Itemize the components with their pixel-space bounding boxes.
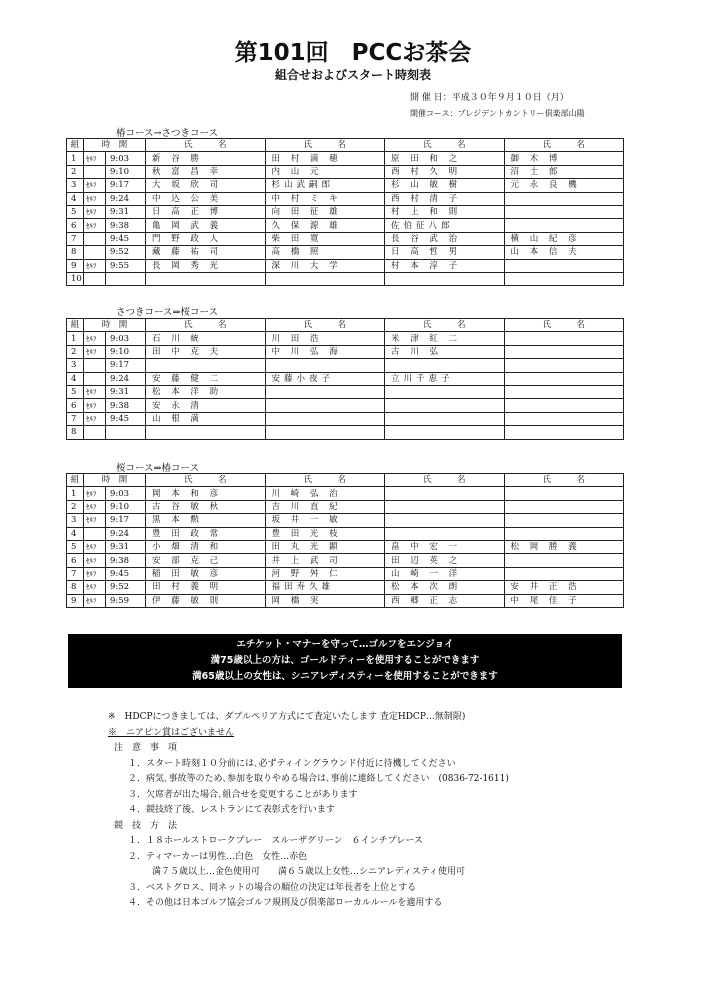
player-name: 豊 田 政 常 <box>146 527 266 540</box>
start-time: 9:55 <box>106 259 146 272</box>
player-name: 小 畑 清 和 <box>146 540 266 553</box>
pairing-table-2 <box>66 318 624 440</box>
start-time: 9:31 <box>106 540 146 553</box>
player-name: 山 本 信 夫 <box>504 246 624 259</box>
player-name: 岡 本 和 彦 <box>146 487 266 500</box>
table-row <box>67 272 624 285</box>
player-name: 古 川 弘 <box>385 345 505 358</box>
table-row <box>67 192 624 205</box>
group-number: 3 <box>67 514 84 527</box>
group-number: 2 <box>67 345 84 358</box>
start-time: 9:10 <box>106 500 146 513</box>
player-name: 御 木 博 <box>504 152 624 165</box>
player-name <box>504 372 624 385</box>
player-name: 深 川 大 学 <box>265 259 385 272</box>
banner-line-senior-ladies-tee: 満65歳以上の女性は、シニアレディスティーを使用することができます <box>192 671 498 682</box>
player-name: 杉 山 敏 樹 <box>385 179 505 192</box>
player-name: 黒 本 勲 <box>146 514 266 527</box>
method-item: ４．その他は日本ゴルフ協会ゴルフ規則及び倶楽部ローカルルールを適用する <box>128 898 443 908</box>
player-name: 日 高 哲 男 <box>385 246 505 259</box>
table-row <box>67 152 624 165</box>
course-label-3: 桜コース⇒椿コース <box>116 463 200 474</box>
group-number: 9 <box>67 594 84 607</box>
group-number: 1 <box>67 152 84 165</box>
player-name <box>146 426 266 439</box>
player-name: 畠 中 宏 一 <box>385 540 505 553</box>
self-play-mark: ｾﾙﾌ <box>84 385 106 398</box>
start-time: 9:24 <box>106 527 146 540</box>
name-header: 氏 名 <box>265 474 385 487</box>
player-name <box>504 567 624 580</box>
player-name <box>265 399 385 412</box>
player-name <box>504 332 624 345</box>
caution-item: ２．病気､事故等のため､参加を取りやめる場合は､事前に連絡してください (0836-72-1611) <box>128 774 509 784</box>
player-name <box>385 527 505 540</box>
group-header: 組 <box>67 474 84 487</box>
player-name: 川 田 浩 <box>265 332 385 345</box>
player-name: 豊 田 光 枝 <box>265 527 385 540</box>
name-header: 氏 名 <box>504 319 624 332</box>
player-name: 杉山武嗣郎 <box>265 179 385 192</box>
table-row <box>67 567 624 580</box>
table-row <box>67 372 624 385</box>
player-name <box>504 514 624 527</box>
player-name: 立川千恵子 <box>385 372 505 385</box>
player-name <box>504 399 624 412</box>
start-time: 9:24 <box>106 372 146 385</box>
self-play-mark <box>84 165 106 178</box>
name-header: 氏 名 <box>146 474 266 487</box>
player-name: 佐伯征八郎 <box>385 219 505 232</box>
table-header-row <box>67 139 624 152</box>
page-subtitle: 組合せおよびスタート時刻表 <box>274 68 431 82</box>
player-name: 村 上 和 則 <box>385 205 505 218</box>
player-name: 日 高 正 博 <box>146 205 266 218</box>
player-name: 川 崎 弘 治 <box>265 487 385 500</box>
self-play-mark: ｾﾙﾌ <box>84 259 106 272</box>
method-item: １．１８ホールストロークプレー スルーザグリーン ６インチプレース <box>128 836 423 846</box>
event-date: 開 催 日：平成３０年９月１０日（月） <box>410 93 569 103</box>
player-name <box>385 385 505 398</box>
player-name: 新 谷 勝 <box>146 152 266 165</box>
player-name <box>385 514 505 527</box>
banner-line-gold-tee: 満75歳以上の方は、ゴールドティーを使用することができます <box>210 655 480 666</box>
group-number: 6 <box>67 554 84 567</box>
player-name: 安 永 清 <box>146 399 266 412</box>
group-number: 4 <box>67 372 84 385</box>
group-number: 2 <box>67 500 84 513</box>
player-name <box>504 412 624 425</box>
page-title: 第101回 PCCお茶会 <box>234 40 472 66</box>
player-name: 中 込 公 美 <box>146 192 266 205</box>
player-name <box>265 359 385 372</box>
group-number: 9 <box>67 259 84 272</box>
caution-item: ４．競技終了後、レストランにて表彰式を行います <box>128 805 335 815</box>
start-time: 9:52 <box>106 581 146 594</box>
player-name: 横 山 紀 彦 <box>504 232 624 245</box>
self-play-mark: ｾﾙﾌ <box>84 399 106 412</box>
self-play-mark: ｾﾙﾌ <box>84 487 106 500</box>
player-name: 中 川 弘 海 <box>265 345 385 358</box>
player-name <box>265 426 385 439</box>
player-name: 田 辺 英 之 <box>385 554 505 567</box>
player-name: 石 川 統 <box>146 332 266 345</box>
self-play-mark <box>84 372 106 385</box>
table-row <box>67 232 624 245</box>
player-name: 高 橋 照 <box>265 246 385 259</box>
event-venue: 開催コース：プレジデントカントリー倶楽部山陽 <box>410 109 585 118</box>
hdcp-note: ※ HDCPにつきましては、ダブルペリア方式にて査定いたします 査定HDCP…無制限) <box>108 712 466 722</box>
group-number: 1 <box>67 332 84 345</box>
table-row <box>67 581 624 594</box>
player-name: 中 尾 佳 子 <box>504 594 624 607</box>
player-name: 吉 川 直 紀 <box>265 500 385 513</box>
table-row <box>67 359 624 372</box>
group-number: 8 <box>67 426 84 439</box>
player-name: 元 永 良 機 <box>504 179 624 192</box>
nearpin-note: ※ ニアピン賞はございません <box>108 727 235 738</box>
self-play-mark: ｾﾙﾌ <box>84 345 106 358</box>
start-time: 9:17 <box>106 514 146 527</box>
player-name: 原 田 和 之 <box>385 152 505 165</box>
player-name <box>504 345 624 358</box>
self-play-mark: ｾﾙﾌ <box>84 219 106 232</box>
start-time: 9:03 <box>106 487 146 500</box>
course-label-2: さつきコース⇒桜コース <box>116 307 219 318</box>
course-label-1: 椿コース→さつきコース <box>116 128 219 139</box>
start-time: 9:10 <box>106 165 146 178</box>
player-name: 安 井 正 浩 <box>504 581 624 594</box>
player-name: 安藤小夜子 <box>265 372 385 385</box>
player-name: 藏 藤 祐 司 <box>146 246 266 259</box>
player-name <box>385 399 505 412</box>
player-name: 久 保 源 雄 <box>265 219 385 232</box>
banner-line-etiquette: エチケット・マナーを守って…ゴルフをエンジョイ <box>236 639 454 650</box>
player-name <box>504 205 624 218</box>
caution-item: ３．欠席者が出た場合､組合せを変更することがあります <box>128 789 358 800</box>
time-header: 時 開 <box>84 474 146 487</box>
group-number: 5 <box>67 540 84 553</box>
player-name: 門 野 政 人 <box>146 232 266 245</box>
player-name: 亀 岡 武 義 <box>146 219 266 232</box>
name-header: 氏 名 <box>504 139 624 152</box>
start-time: 9:03 <box>106 152 146 165</box>
start-time: 9:45 <box>106 412 146 425</box>
table-row <box>67 594 624 607</box>
group-number: 8 <box>67 246 84 259</box>
table-header-row <box>67 319 624 332</box>
group-number: 7 <box>67 412 84 425</box>
table-row <box>67 554 624 567</box>
table-row <box>67 205 624 218</box>
player-name <box>504 426 624 439</box>
start-time: 9:38 <box>106 399 146 412</box>
player-name <box>504 359 624 372</box>
start-time: 9:24 <box>106 192 146 205</box>
group-number: 6 <box>67 219 84 232</box>
table-row <box>67 426 624 439</box>
player-name: 柴 田 寛 <box>265 232 385 245</box>
player-name <box>385 412 505 425</box>
player-name: 中 村 ミ キ <box>265 192 385 205</box>
self-play-mark <box>84 426 106 439</box>
player-name: 坂 井 一 敏 <box>265 514 385 527</box>
table-row <box>67 179 624 192</box>
method-item: ２．ティマーカーは男性…白色 女性…赤色 <box>128 851 308 862</box>
table-header-row <box>67 474 624 487</box>
notice-banner <box>68 634 622 688</box>
notes-section <box>108 710 509 912</box>
start-time: 9:17 <box>106 179 146 192</box>
caution-item: １．スタート時刻１０分前には､必ずティイングラウンド付近に待機してください <box>128 758 456 769</box>
name-header: 氏 名 <box>146 319 266 332</box>
start-time: 9:17 <box>106 359 146 372</box>
group-number: 10 <box>67 272 84 285</box>
start-time: 9:45 <box>106 232 146 245</box>
player-name: 田 丸 光 顕 <box>265 540 385 553</box>
player-name: 松 本 洋 助 <box>146 385 266 398</box>
self-play-mark: ｾﾙﾌ <box>84 332 106 345</box>
player-name <box>504 192 624 205</box>
player-name: 大 坂 欣 司 <box>146 179 266 192</box>
start-time: 9:52 <box>106 246 146 259</box>
player-name <box>504 527 624 540</box>
group-number: 6 <box>67 399 84 412</box>
table-row <box>67 487 624 500</box>
player-name <box>265 272 385 285</box>
group-number: 1 <box>67 487 84 500</box>
player-name: 山 崎 一 洋 <box>385 567 505 580</box>
player-name: 西 村 久 明 <box>385 165 505 178</box>
group-number: 7 <box>67 232 84 245</box>
start-time: 9:45 <box>106 567 146 580</box>
table-row <box>67 527 624 540</box>
name-header: 氏 名 <box>504 474 624 487</box>
name-header: 氏 名 <box>265 139 385 152</box>
self-play-mark: ｾﾙﾌ <box>84 581 106 594</box>
player-name: 稲 田 敏 彦 <box>146 567 266 580</box>
name-header: 氏 名 <box>146 139 266 152</box>
self-play-mark: ｾﾙﾌ <box>84 205 106 218</box>
player-name: 秋 富 昌 幸 <box>146 165 266 178</box>
player-name <box>504 487 624 500</box>
player-name: 田 村 満 穂 <box>265 152 385 165</box>
group-number: 5 <box>67 205 84 218</box>
player-name: 村 本 淳 子 <box>385 259 505 272</box>
method-item: 満７５歳以上…金色使用可 満６５歳以上女性…シニアレディスティ使用可 <box>152 867 466 877</box>
self-play-mark <box>84 246 106 259</box>
player-name <box>385 500 505 513</box>
self-play-mark: ｾﾙﾌ <box>84 540 106 553</box>
self-play-mark: ｾﾙﾌ <box>84 412 106 425</box>
self-play-mark: ｾﾙﾌ <box>84 554 106 567</box>
player-name: 内 山 元 <box>265 165 385 178</box>
self-play-mark <box>84 232 106 245</box>
group-number: 2 <box>67 165 84 178</box>
self-play-mark <box>84 527 106 540</box>
player-name <box>385 426 505 439</box>
player-name: 河 野 舛 仁 <box>265 567 385 580</box>
player-name: 西 村 清 子 <box>385 192 505 205</box>
table-row <box>67 514 624 527</box>
method-item: ３．ベストグロス、同ネットの場合の順位の決定は年長者を上位とする <box>128 882 417 893</box>
player-name: 長 岡 秀 光 <box>146 259 266 272</box>
table-row <box>67 219 624 232</box>
table-row <box>67 500 624 513</box>
table-row <box>67 165 624 178</box>
player-name <box>504 272 624 285</box>
player-name: 米 津 紅 二 <box>385 332 505 345</box>
player-name <box>504 259 624 272</box>
player-name: 井 上 武 司 <box>265 554 385 567</box>
table-row <box>67 345 624 358</box>
player-name: 古 谷 敏 秋 <box>146 500 266 513</box>
table-row <box>67 385 624 398</box>
player-name <box>146 359 266 372</box>
start-time: 9:10 <box>106 345 146 358</box>
player-name: 向 田 征 雄 <box>265 205 385 218</box>
player-name: 長 谷 武 治 <box>385 232 505 245</box>
pairing-table-3 <box>66 473 624 608</box>
name-header: 氏 名 <box>385 319 505 332</box>
player-name: 安 部 克 己 <box>146 554 266 567</box>
name-header: 氏 名 <box>265 319 385 332</box>
time-header: 時 開 <box>84 139 146 152</box>
player-name <box>385 272 505 285</box>
start-time: 9:31 <box>106 385 146 398</box>
start-time: 9:31 <box>106 205 146 218</box>
table-row <box>67 246 624 259</box>
player-name: 山 根 満 <box>146 412 266 425</box>
start-time <box>106 426 146 439</box>
start-time <box>106 272 146 285</box>
player-name: 福田寿久雄 <box>265 581 385 594</box>
start-time: 9:38 <box>106 554 146 567</box>
player-name <box>146 272 266 285</box>
player-name: 岡 橋 実 <box>265 594 385 607</box>
self-play-mark: ｾﾙﾌ <box>84 179 106 192</box>
self-play-mark <box>84 359 106 372</box>
player-name: 田 村 義 明 <box>146 581 266 594</box>
self-play-mark: ｾﾙﾌ <box>84 514 106 527</box>
start-time: 9:38 <box>106 219 146 232</box>
player-name <box>265 385 385 398</box>
table-row <box>67 412 624 425</box>
player-name <box>504 500 624 513</box>
table-row <box>67 332 624 345</box>
self-play-mark: ｾﾙﾌ <box>84 567 106 580</box>
table-row <box>67 540 624 553</box>
player-name <box>504 385 624 398</box>
group-number: 3 <box>67 359 84 372</box>
group-number: 7 <box>67 567 84 580</box>
self-play-mark <box>84 272 106 285</box>
player-name: 伊 藤 敏 則 <box>146 594 266 607</box>
table-row <box>67 259 624 272</box>
method-title: 競 技 方 法 <box>114 820 178 831</box>
caution-title: 注 意 事 項 <box>114 743 178 753</box>
name-header: 氏 名 <box>385 139 505 152</box>
start-time: 9:03 <box>106 332 146 345</box>
player-name: 沼 士 郎 <box>504 165 624 178</box>
table-row <box>67 399 624 412</box>
group-number: 4 <box>67 192 84 205</box>
player-name <box>265 412 385 425</box>
group-number: 4 <box>67 527 84 540</box>
player-name <box>504 219 624 232</box>
self-play-mark: ｾﾙﾌ <box>84 594 106 607</box>
group-number: 3 <box>67 179 84 192</box>
self-play-mark: ｾﾙﾌ <box>84 152 106 165</box>
player-name: 安 藤 健 二 <box>146 372 266 385</box>
group-number: 8 <box>67 581 84 594</box>
name-header: 氏 名 <box>385 474 505 487</box>
group-header: 組 <box>67 319 84 332</box>
pairing-table-1 <box>66 138 624 286</box>
self-play-mark: ｾﾙﾌ <box>84 500 106 513</box>
player-name: 田 中 克 夫 <box>146 345 266 358</box>
group-number: 5 <box>67 385 84 398</box>
time-header: 時 開 <box>84 319 146 332</box>
start-time: 9:59 <box>106 594 146 607</box>
player-name <box>385 359 505 372</box>
player-name: 西 郷 正 志 <box>385 594 505 607</box>
player-name: 松 本 次 朗 <box>385 581 505 594</box>
group-header: 組 <box>67 139 84 152</box>
player-name <box>504 554 624 567</box>
self-play-mark: ｾﾙﾌ <box>84 192 106 205</box>
player-name: 松 岡 勝 義 <box>504 540 624 553</box>
player-name <box>385 487 505 500</box>
